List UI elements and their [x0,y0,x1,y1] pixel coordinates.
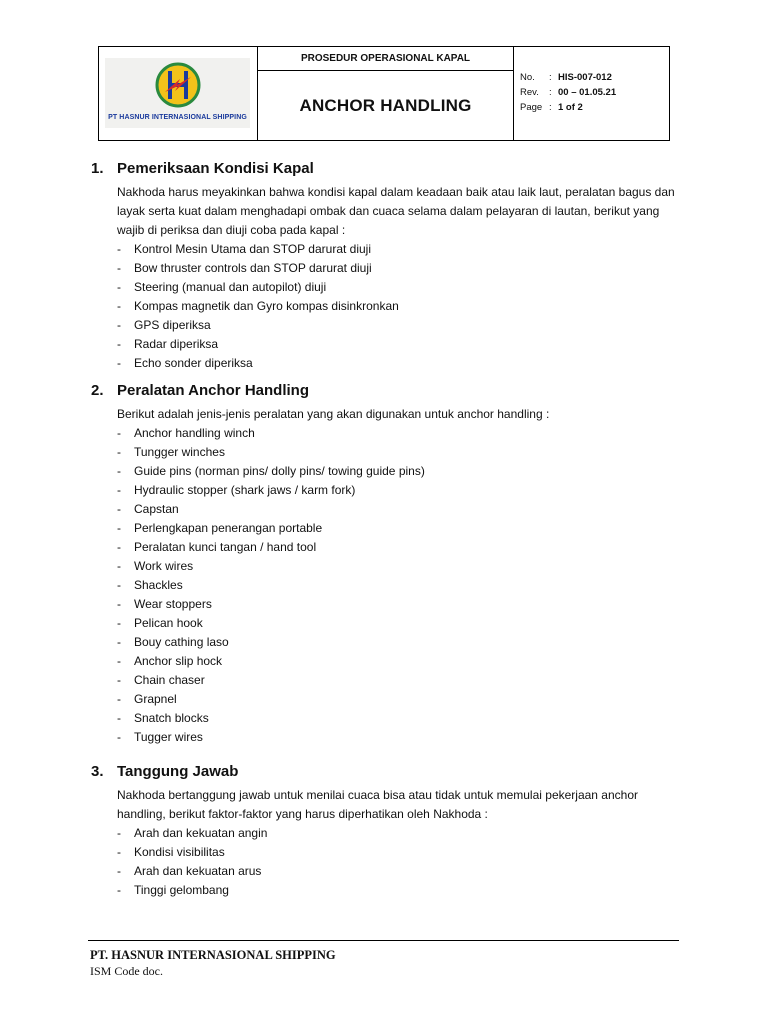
list-item-text: Tugger wires [134,730,203,744]
section-paragraph: Berikut adalah jenis-jenis peralatan yang akan digunakan untuk anchor handling : [117,407,550,421]
list-item-text: Capstan [134,502,179,516]
section-tanggung-jawab [91,763,682,900]
meta-value: 1 of 2 [558,102,583,113]
dash-bullet: - [117,445,121,459]
list-item [117,443,682,462]
meta-row-number [520,70,669,85]
list-item [117,297,682,316]
dash-bullet: - [117,356,121,370]
meta-key: No. [520,72,535,83]
list-item [117,595,682,614]
dash-bullet: - [117,337,121,351]
meta-row-page [520,100,669,115]
meta-sep: : [549,72,552,83]
meta-value: HIS-007-012 [558,72,612,83]
list-item [117,709,682,728]
company-logo [105,58,250,128]
dash-bullet: - [117,616,121,630]
dash-bullet: - [117,540,121,554]
list-item-text: Arah dan kekuatan angin [134,826,268,840]
list-item [117,671,682,690]
logo-cell [99,47,258,140]
footer-doc-type: ISM Code doc. [90,964,163,978]
section-title: Tanggung Jawab [117,763,239,780]
list-item-text: Peralatan kunci tangan / hand tool [134,540,317,554]
dash-bullet: - [117,318,121,332]
bullet-list [117,424,682,747]
section-pemeriksaan-kondisi-kapal [91,160,682,373]
dash-bullet: - [117,826,121,840]
list-item-text: Tinggi gelombang [134,883,229,897]
list-item [117,481,682,500]
list-item-text: Work wires [134,559,194,573]
list-item-text: Wear stoppers [134,597,212,611]
dash-bullet: - [117,635,121,649]
list-item [117,538,682,557]
list-item-text: Kontrol Mesin Utama dan STOP darurat diuji [134,242,372,256]
dash-bullet: - [117,280,121,294]
list-item-text: Kompas magnetik dan Gyro kompas disinkronkan [134,299,399,313]
logo-company-name: PT HASNUR INTERNASIONAL SHIPPING [108,114,247,121]
section-heading [91,160,682,177]
list-item-text: Anchor slip hock [134,654,223,668]
list-item [117,354,682,373]
list-item-text: Arah dan kekuatan arus [134,864,262,878]
list-item [117,576,682,595]
list-item [117,278,682,297]
meta-key: Rev. [520,87,539,98]
list-item [117,259,682,278]
doc-title: ANCHOR HANDLING [299,95,472,115]
meta-key: Page [520,102,543,113]
meta-sep: : [549,87,552,98]
dash-bullet: - [117,883,121,897]
list-item [117,500,682,519]
list-item [117,240,682,259]
meta-value: 00 – 01.05.21 [558,87,617,98]
list-item-text: Chain chaser [134,673,205,687]
dash-bullet: - [117,692,121,706]
list-item [117,462,682,481]
dash-bullet: - [117,521,121,535]
list-item [117,519,682,538]
list-item-text: Guide pins (norman pins/ dolly pins/ towing guide pins) [134,464,425,478]
dash-bullet: - [117,845,121,859]
list-item [117,652,682,671]
dash-bullet: - [117,559,121,573]
section-heading [91,382,682,399]
section-number: 1. [91,160,104,177]
list-item [117,633,682,652]
section-title: Pemeriksaan Kondisi Kapal [117,160,314,177]
dash-bullet: - [117,426,121,440]
dash-bullet: - [117,654,121,668]
dash-bullet: - [117,730,121,744]
title-cell [258,47,514,140]
list-item-text: Echo sonder diperiksa [134,356,253,370]
section-number: 3. [91,763,104,780]
dash-bullet: - [117,483,121,497]
footer-divider [88,940,679,941]
list-item [117,728,682,747]
list-item-text: Tungger winches [134,445,225,459]
section-body [117,786,682,900]
list-item [117,557,682,576]
dash-bullet: - [117,464,121,478]
list-item-text: Shackles [134,578,183,592]
section-paragraph: Nakhoda harus meyakinkan bahwa kondisi kapal dalam keadaan baik atau laik laut, peralatan bagus dan layak serta kuat dalam menghadapi ombak dan cuaca selama dalam pelayaran di lautan, berikut yang wajib di periksa dan diuji coba pada kapal : [117,185,675,237]
dash-bullet: - [117,578,121,592]
dash-bullet: - [117,502,121,516]
dash-bullet: - [117,242,121,256]
list-item [117,335,682,354]
list-item [117,862,682,881]
dash-bullet: - [117,299,121,313]
meta-sep: : [549,102,552,113]
list-item-text: Grapnel [134,692,177,706]
document-header [98,46,670,141]
section-body [117,183,682,373]
meta-row-revision [520,85,669,100]
section-number: 2. [91,382,104,399]
list-item-text: Steering (manual dan autopilot) diuji [134,280,327,294]
section-title: Peralatan Anchor Handling [117,382,309,399]
list-item-text: Pelican hook [134,616,203,630]
section-body [117,405,682,747]
section-paragraph: Nakhoda bertanggung jawab untuk menilai cuaca bisa atau tidak untuk memulai pekerjaan anchor handling, berikut faktor-faktor yang harus diperhatikan oleh Nakhoda : [117,788,638,821]
bullet-list [117,824,682,900]
doc-category: PROSEDUR OPERASIONAL KAPAL [258,47,513,71]
list-item-text: Kondisi visibilitas [134,845,225,859]
list-item-text: GPS diperiksa [134,318,211,332]
dash-bullet: - [117,864,121,878]
section-heading [91,763,682,780]
bullet-list [117,240,682,373]
footer-company: PT. HASNUR INTERNASIONAL SHIPPING [90,948,336,962]
dash-bullet: - [117,673,121,687]
list-item [117,881,682,900]
hasnur-logo-icon [155,62,201,108]
list-item-text: Radar diperiksa [134,337,219,351]
list-item [117,843,682,862]
list-item [117,690,682,709]
section-peralatan-anchor-handling [91,382,682,747]
meta-cell [514,47,669,140]
list-item [117,614,682,633]
list-item-text: Snatch blocks [134,711,209,725]
list-item-text: Hydraulic stopper (shark jaws / karm fork) [134,483,356,497]
dash-bullet: - [117,261,121,275]
list-item [117,424,682,443]
list-item-text: Bouy cathing laso [134,635,229,649]
dash-bullet: - [117,597,121,611]
list-item-text: Perlengkapan penerangan portable [134,521,323,535]
list-item [117,824,682,843]
dash-bullet: - [117,711,121,725]
list-item-text: Anchor handling winch [134,426,255,440]
list-item-text: Bow thruster controls dan STOP darurat diuji [134,261,372,275]
list-item [117,316,682,335]
